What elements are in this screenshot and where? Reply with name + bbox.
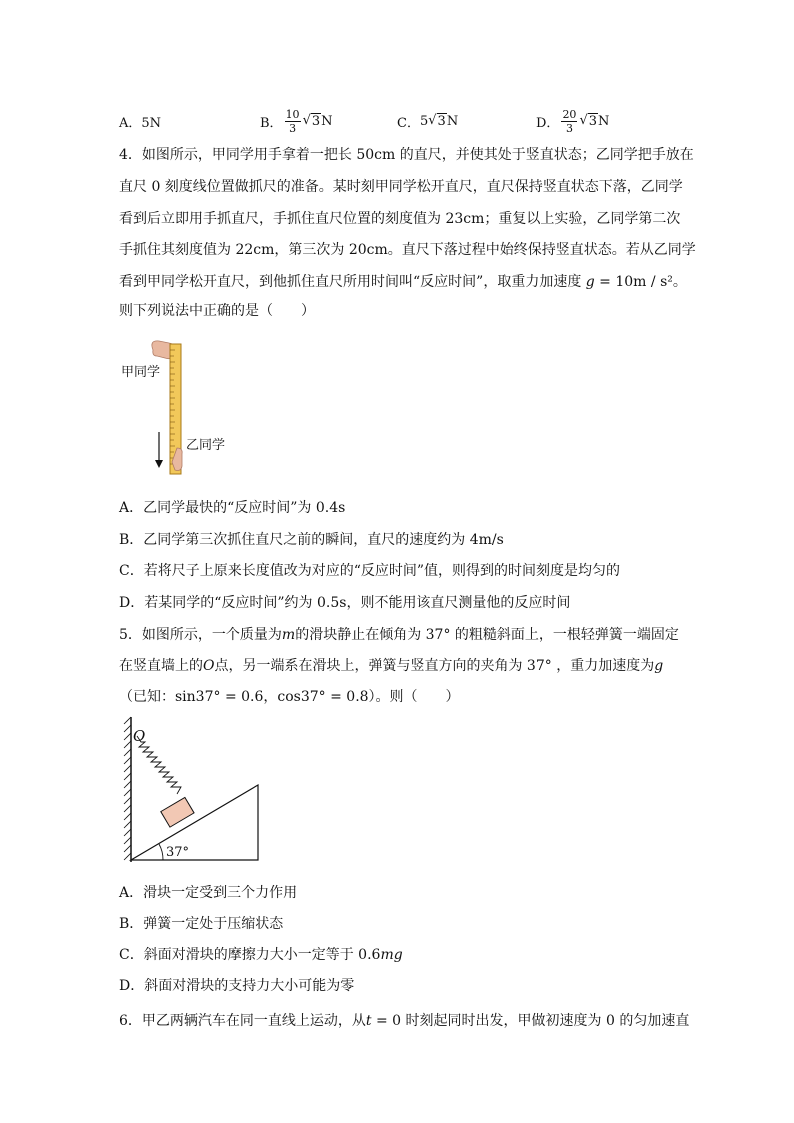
symbol-m: m (281, 627, 296, 643)
q4-line5-text: 看到甲同学松开直尺，到他抓住直尺所用时间叫“反应时间”，取重力加速度 (119, 274, 582, 290)
q5-line1-rest: 的滑块静止在倾角为 37° 的粗糙斜面上，一根轻弹簧一端固定 (295, 627, 679, 643)
q5-line2-rest: 点，另一端系在滑块上，弹簧与竖直方向的夹角为 37° ，重力加速度为 (214, 658, 655, 674)
q3-option-c-label: C． (397, 115, 420, 131)
q5-stem-line-3: （已知：sin37° = 0.6，cos37° = 0.8）。则（ ） (119, 689, 460, 705)
radicand: 3 (588, 113, 598, 129)
wall-hatching (124, 717, 131, 860)
q3-option-a (119, 104, 161, 138)
symbol-mg: mg (380, 947, 403, 963)
q6-line1-rest: = 0 时刻起同时出发，甲做初速度为 0 的匀加速直 (371, 1013, 690, 1029)
q5-fig-label-O: O (133, 727, 146, 745)
unit: N (321, 113, 333, 129)
q3-option-c (397, 104, 458, 138)
incline (131, 785, 258, 860)
radicand: 3 (311, 113, 321, 129)
unit: N (446, 113, 459, 129)
q5-option-c (119, 945, 403, 965)
sqrt-symbol: √ 3 (302, 112, 321, 129)
q4-stem-line-3: 看到后立即用手抓直尺，手抓住直尺位置的刻度值为 23cm；重复以上实验，乙同学第二次 (119, 211, 681, 227)
q6-line1-text: 6．甲乙两辆汽车在同一直线上运动，从 (119, 1013, 366, 1029)
q4-stem-line-4: 手抓住其刻度值为 22cm，第三次为 20cm。直尺下落过程中始终保持竖直状态。若从乙同学 (119, 242, 696, 258)
q3-option-d (536, 104, 609, 138)
q4-line5-end: 。 (672, 274, 687, 290)
q4-stem-line-1: 4．如图所示，甲同学用手拿着一把长 50cm 的直尺，并使其处于竖直状态；乙同学把手放在 (119, 147, 694, 163)
q4-option-c: C．若将尺子上原来长度值改为对应的“反应时间”值，则得到的时间刻度是均匀的 (119, 563, 621, 579)
q4-fig-label-jia: 甲同学 (121, 365, 161, 380)
q3-option-d-fraction (561, 108, 577, 135)
q5-stem-line-1 (119, 625, 679, 645)
q5-option-b: B．弹簧一定处于压缩状态 (119, 916, 284, 932)
q4-stem-line-5 (119, 272, 687, 292)
q4-fig-label-yi: 乙同学 (186, 438, 226, 453)
q3-option-d-label: D． (536, 115, 560, 131)
fraction-numerator: 20 (562, 107, 577, 121)
q3-options (119, 104, 679, 138)
fraction-denominator: 3 (289, 121, 297, 135)
q4-stem-line-6: 则下列说法中正确的是（ ） (119, 303, 315, 319)
g-value: = 10m / s² (594, 274, 673, 290)
unit: N (598, 113, 610, 129)
sqrt-symbol: √ 3 (579, 112, 598, 129)
q4-stem-line-2: 直尺 0 刻度线位置做抓尺的准备。某时刻甲同学松开直尺，直尺保持竖直状态下落，乙同学 (119, 179, 683, 195)
q5-option-c-text: C．斜面对滑块的摩擦力大小一定等于 0.6 (119, 947, 381, 963)
q5-option-a: A．滑块一定受到三个力作用 (119, 885, 298, 901)
q5-fig-angle-label: 37° (166, 845, 190, 860)
q3-option-b (260, 104, 333, 138)
q4-option-b: B．乙同学第三次抓住直尺之前的瞬间，直尺的速度约为 4m/s (119, 532, 504, 548)
q4-ruler-figure (119, 336, 259, 481)
symbol-t: t (365, 1013, 372, 1029)
fraction-denominator: 3 (565, 121, 573, 135)
q3-option-b-fraction (285, 108, 301, 135)
slider-block (161, 797, 194, 827)
symbol-g: g (654, 658, 664, 674)
q3-option-a-text: A．5N (119, 115, 162, 131)
q4-option-a: A．乙同学最快的“反应时间”为 0.4s (119, 500, 346, 516)
symbol-O: O (203, 658, 215, 674)
q5-stem-line-2 (119, 656, 663, 676)
coefficient: 5 (419, 113, 429, 129)
q5-line1-text: 5．如图所示，一个质量为 (119, 627, 282, 643)
q4-option-d: D．若某同学的“反应时间”约为 0.5s，则不能用该直尺测量他的反应时间 (119, 595, 571, 611)
q5-option-d: D．斜面对滑块的支持力大小可能为零 (119, 978, 355, 994)
q3-option-b-label: B． (260, 115, 283, 131)
radicand: 3 (437, 113, 446, 129)
q6-stem-line-1 (119, 1011, 689, 1031)
fraction-numerator: 10 (285, 107, 300, 121)
symbol-g: g (585, 274, 595, 290)
sqrt-symbol: √ 3 (428, 112, 446, 129)
q5-line2-text: 在竖直墙上的 (119, 658, 203, 674)
arrow-down-head-icon (155, 460, 163, 468)
